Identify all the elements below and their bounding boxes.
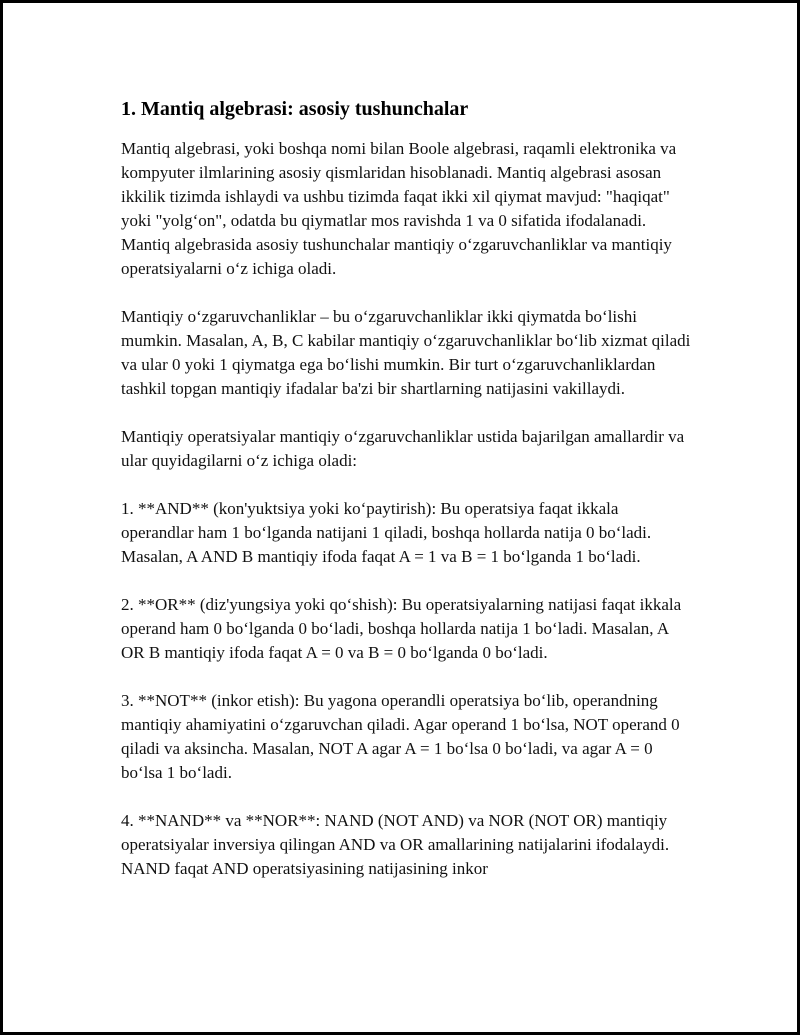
paragraph-variables: Mantiqiy o‘zgaruvchanliklar – bu o‘zgaruvchanliklar ikki qiymatda bo‘lishi mumkin. Masalan, A, B, C kabilar mantiqiy o‘zgaruvchanliklar bo‘lib xizmat qiladi va ular 0 yoki 1 qiymatga ega bo‘lishi mumkin. Bir turt o‘zgaruvchanliklardan tashkil topgan mantiqiy ifadalar ba'zi bir shartlarning natijasini vakillaydi.: [121, 307, 691, 398]
paragraph-operations-intro: Mantiqiy operatsiyalar mantiqiy o‘zgaruvchanliklar ustida bajarilgan amallardir va ular quyidagilarni o‘z ichiga oladi:: [121, 427, 685, 470]
paragraph-nand-nor: 4. **NAND** va **NOR**: NAND (NOT AND) va NOR (NOT OR) mantiqiy operatsiyalar inversiya qilingan AND va OR amallarining natijalarini ifodalaydi. NAND faqat AND operatsiyasining natijasining inkor: [121, 811, 670, 878]
paragraph-not: 3. **NOT** (inkor etish): Bu yagona operandli operatsiya bo‘lib, operandning mantiqiy ahamiyatini o‘zgaruvchan qiladi. Agar operand 1 bo‘lsa, NOT operand 0 qiladi va aksincha. Masalan, NOT A agar A = 1 bo‘lsa 0 bo‘ladi, va agar A = 0 bo‘lsa 1 bo‘ladi.: [121, 691, 680, 782]
paragraph-intro: Mantiq algebrasi, yoki boshqa nomi bilan Boole algebrasi, raqamli elektronika va kompyuter ilmlarining asosiy qismlaridan hisoblanadi. Mantiq algebrasi asosan ikkilik tizimda ishlaydi va ushbu tizimda faqat ikki xil qiymat mavjud: "haqiqat" yoki "yolg‘on", odatda bu qiymatlar mos ravishda 1 va 0 sifatida ifodalanadi. Mantiq algebrasida asosiy tushunchalar mantiqiy o‘zgaruvchanliklar va mantiqiy operatsiyalarni o‘z ichiga oladi.: [121, 139, 677, 278]
paragraph-and: 1. **AND** (kon'yuktsiya yoki ko‘paytirish): Bu operatsiya faqat ikkala operandlar ham 1 bo‘lganda natijani 1 qiladi, boshqa hollarda natija 0 bo‘ladi. Masalan, A AND B mantiqiy ifoda faqat A = 1 va B = 1 bo‘lganda 1 bo‘ladi.: [121, 499, 652, 566]
document-body: [121, 97, 691, 905]
page-title: 1. Mantiq algebrasi: asosiy tushunchalar: [121, 98, 469, 120]
paragraph-or: 2. **OR** (diz'yungsiya yoki qo‘shish): Bu operatsiyalarning natijasi faqat ikkala operand ham 0 bo‘lganda 0 bo‘ladi, boshqa hollarda natija 1 bo‘ladi. Masalan, A OR B mantiqiy ifoda faqat A = 0 va B = 0 bo‘lganda 0 bo‘ladi.: [121, 595, 682, 662]
